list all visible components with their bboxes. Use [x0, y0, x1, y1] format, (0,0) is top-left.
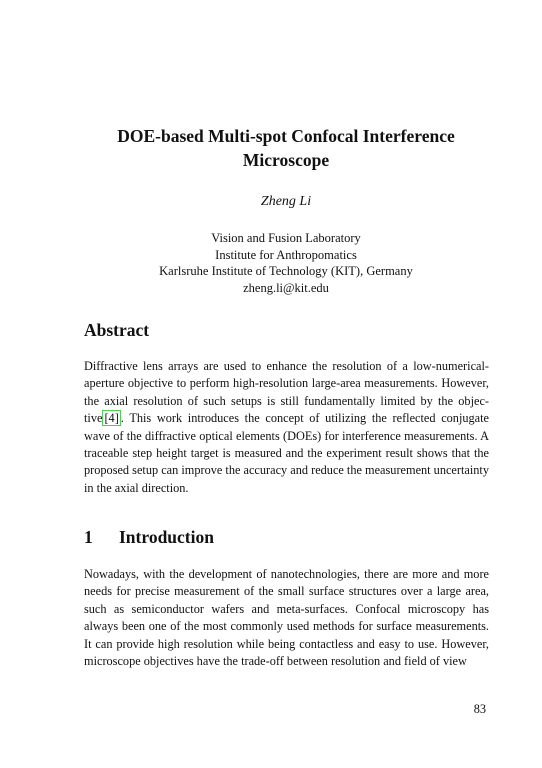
title-line-2: Microscope [242, 150, 330, 170]
title-line-1: DOE-based Multi-spot Confocal Interference [117, 126, 455, 146]
affiliation-block [60, 230, 512, 296]
citation-link[interactable]: [4] [104, 411, 119, 426]
abstract-heading: Abstract [84, 320, 150, 340]
abstract-text-part-2: . This work introduces the concept of utilizing the reflected conjugate wave of the diffractive optical elements (DOEs) for interference measurements. A traceable step height target is measured and the experiment result shows that the proposed setup can improve the accuracy and reduce the measurement uncertainty in the axial direction. [84, 411, 489, 495]
author-email[interactable]: zheng.li@kit.edu [243, 280, 329, 295]
section-title: Introduction [119, 527, 214, 547]
abstract-paragraph [84, 358, 489, 497]
section-heading-introduction [84, 527, 214, 548]
author-name: Zheng Li [260, 194, 312, 209]
paper-title [60, 124, 512, 172]
affiliation-institute: Institute for Anthropomatics [215, 247, 357, 262]
affiliation-university: Karlsruhe Institute of Technology (KIT), Germany [159, 264, 413, 279]
page-number: 83 [473, 702, 486, 716]
section-number: 1 [84, 527, 93, 547]
introduction-paragraph: Nowadays, with the development of nanotechnologies, there are more and more needs for precise measurement of the small surface structures over a large area, such as semiconductor wafers and meta-surfaces. Confocal microscopy has always been one of the most commonly used methods for surface measurements. It can provide high resolution while being contactless and easy to use. However, microscope objectives have the trade-off between resolution and field of view [84, 567, 489, 669]
affiliation-lab: Vision and Fusion Laboratory [211, 231, 361, 245]
abstract-text-part-1: Diffractive lens arrays are used to enhance the resolution of a low-numerical-aperture objective to perform high-resolution large-area measurements. However, the axial resolution of such setups is still fundamentally limited by the objec-tive [84, 359, 489, 426]
